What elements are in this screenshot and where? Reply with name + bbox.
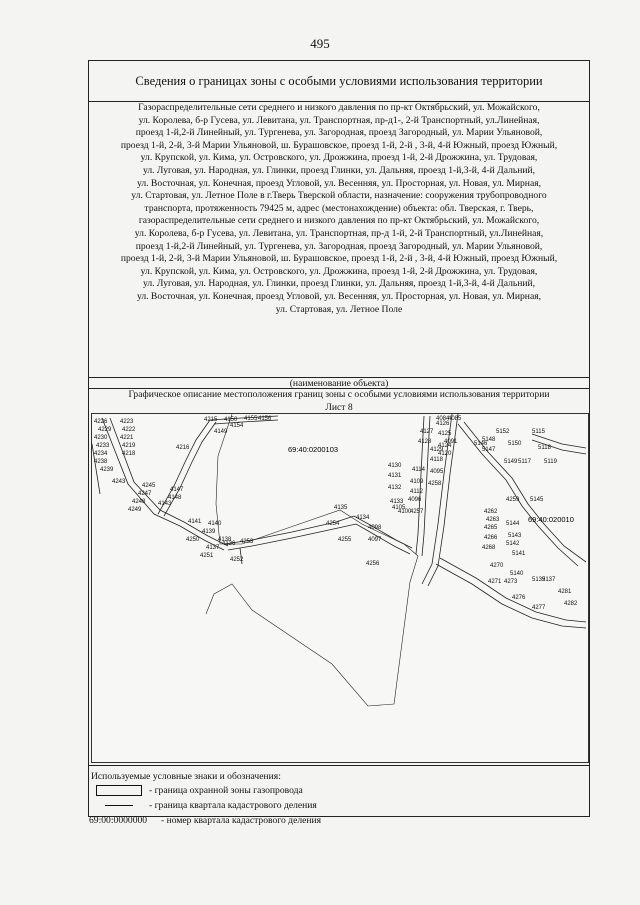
point-label: 4222 [122,427,136,433]
point-label: 4138 [218,537,232,543]
document-title: Сведения о границах зоны с особыми условиями использования территории [89,61,589,102]
point-label: 5139 [532,577,546,583]
point-label: 4273 [504,579,518,585]
legend-title: Используемые условные знаки и обозначения: [91,771,281,782]
point-label: 4095 [430,469,444,475]
description-line: ул. Луговая, ул. Народная, ул. Глинки, проезд Глинки, ул. Дальняя, проезд 1-й,3-й, 4-й Дальний, [142,164,536,176]
point-label: 4112 [410,489,423,495]
point-label: 5145 [530,497,544,503]
quarter-label: 69:40:0200103 [288,445,339,454]
point-label: 4137 [206,545,220,551]
point-label: 4219 [122,443,136,449]
map-drawing [92,414,588,762]
point-label: 5147 [482,447,496,453]
description-line: ул. Крупской, ул. Кима, ул. Островского, ул. Дрожжина, проезд 1-й, 2-й Дрожжина, ул. Трудовая, [140,152,538,164]
point-label: 4243 [112,479,126,485]
description-line: Газораспределительные сети среднего и низкого давления по пр-кт Октябрьский, ул. Можайского, [138,102,540,113]
description-line: газораспределительные сети среднего и низкого давления по пр-кт Октябрьский, ул. Можайского, [138,215,540,227]
graphic-description-title: Графическое описание местоположения границ зоны с особыми условиями использования территории [128,389,550,400]
point-label: 4248 [132,499,146,505]
point-label: 4132 [388,485,402,491]
point-label: 4131 [388,473,402,479]
point-label: 4268 [482,545,496,551]
point-label: 4096 [408,497,422,503]
point-label: 4091 [444,439,458,445]
point-label: 5118 [538,445,551,451]
point-label: 4234 [94,451,108,457]
point-label: 4147 [170,487,184,493]
point-label: 4118 [430,457,443,463]
point-label: 4097 [368,537,382,543]
point-label: 5137 [542,577,556,583]
point-label: 4226 [94,419,108,425]
description-line: ул. Восточная, ул. Конечная, проезд Угловой, ул. Весенняя, ул. Просторная, ул. Новая, ул. Мирная, [136,177,542,189]
point-label: 4271 [488,579,502,585]
point-label: 5146 [474,441,488,447]
point-label: 4124 [438,443,452,449]
point-label: 5149 [504,459,518,465]
point-label: 4277 [532,605,546,611]
point-label: 4105 [392,505,406,511]
legend-text: - граница охранной зоны газопровода [149,785,303,796]
quarter-number-sample: 69:00:0000000 [89,815,148,826]
point-label: 4238 [94,459,108,465]
point-label: 4239 [100,467,114,473]
point-label: 4084 [436,416,450,422]
object-name-caption: (наименование объекта) [89,377,589,389]
point-label: 5142 [506,541,520,547]
point-label: 4245 [142,483,156,489]
point-label: 5117 [518,459,531,465]
description-line: ул. Королева, б-р Гусева, ул. Левитана, ул. Транспортная, пр-д1-, 2-й Транспортный, ул.Линейная, [138,114,540,126]
point-label: 4255 [338,537,352,543]
point-label: 5140 [510,571,524,577]
point-label: 4127 [420,429,434,435]
point-label: 4098 [368,525,382,531]
point-label: 4136 [222,541,236,547]
point-label: 4218 [122,451,136,457]
point-label: 4281 [558,589,572,595]
legend [89,765,589,828]
point-label: 4134 [356,515,370,521]
quarter-boundary-symbol [105,805,133,806]
point-label: 4141 [188,519,202,525]
point-label: 4148 [168,495,182,501]
point-label: 4257 [410,509,424,515]
description-line: ул. Стартовая, ул. Летное Поле в г.Тверь Тверской области, назначение: сооружения трубопроводного [131,190,547,202]
point-label: 4139 [202,529,216,535]
info-frame [88,60,590,826]
point-label: 4114 [412,467,425,473]
point-label: 4221 [120,435,134,441]
point-label: 4263 [486,517,500,523]
point-label: 4258 [428,481,442,487]
point-label: 5150 [508,441,522,447]
point-label: 4149 [214,429,228,435]
description-line: ул. Восточная, ул. Конечная, проезд Угловой, ул. Весенняя, ул. Просторная, ул. Новая, ул. Мирная, [136,290,542,302]
point-label: 5141 [512,551,526,557]
description-line: ул. Луговая, ул. Народная, ул. Глинки, проезд Глинки, ул. Дальняя, проезд 1-й,3-й, 4-й Дальний, [142,278,536,290]
zone-boundary-symbol [96,785,142,796]
point-label: 4130 [388,463,402,469]
point-label: 5119 [544,459,557,465]
legend-item [89,813,589,828]
point-label: 4109 [410,479,424,485]
point-label: 4259 [506,497,520,503]
point-label: 4085 [448,416,462,422]
point-label: 4216 [176,445,190,451]
sheet-label: Лист 8 [325,402,353,413]
point-label: 4251 [200,553,214,559]
point-label: 4250 [186,537,200,543]
page-number: 495 [310,36,330,51]
description-line: ул. Стартовая, ул. Летное Поле [275,303,403,315]
legend-item [89,798,589,813]
point-label: 4223 [120,419,134,425]
point-label: 5143 [508,533,522,539]
point-label: 4120 [438,451,452,457]
quarter-label: 69:40:020010 [528,515,574,524]
point-label: 5144 [506,521,520,527]
point-label: 5148 [482,437,496,443]
point-label: 4254 [326,521,340,527]
point-label: 5115 [532,429,545,435]
point-label: 4256 [366,561,380,567]
description-line: транспорта, протяженность 79425 м, адрес (местонахождение) объекта: обл. Тверская, г. Тверь, [144,202,534,214]
object-description [89,101,589,377]
point-label: 4135 [334,505,348,511]
legend-text: - граница квартала кадастрового деления [149,800,317,811]
point-label: 4128 [418,439,432,445]
point-label: 5152 [496,429,510,435]
point-label: 4129 [430,447,444,453]
point-label: 4265 [484,525,498,531]
description-line: проезд 1-й, 2-й, 3-й Марии Ульяновой, ш. Бурашовское, проезд 1-й, 2-й , 3-й, 4-й Южный, проезд Южный, [120,139,558,151]
point-label: 4229 [98,427,112,433]
point-label: 4247 [138,491,152,497]
description-line: ул. Королева, б-р Гусева, ул. Левитана, ул. Транспортная, пр-д 1-й, 2-й Транспортный, ул.Линейная, [134,227,544,239]
point-label: 4252 [230,557,244,563]
point-label: 4233 [96,443,110,449]
description-line: проезд 1-й,2-й Линейный, ул. Тургенева, ул. Загородная, проезд Загородный, ул. Марии Ульяновой, [135,127,543,139]
point-label: 4155 [244,416,258,422]
point-label: 4156 [258,416,272,422]
point-label: 4215 [204,417,218,423]
point-label: 4126 [436,421,450,427]
point-label: 4125 [438,431,452,437]
description-line: ул. Крупской, ул. Кима, ул. Островского, ул. Дрожжина, проезд 1-й, 2-й Дрожжина, ул. Трудовая, [140,265,538,277]
point-label: 4253 [240,539,254,545]
point-label: 4150 [224,417,238,423]
point-label: 4262 [484,509,498,515]
point-label: 4276 [512,595,526,601]
point-label: 4133 [390,499,404,505]
point-label: 4143 [158,501,172,507]
point-label: 4270 [490,563,504,569]
point-label: 4154 [230,423,244,429]
point-label: 4140 [208,521,222,527]
legend-item [89,783,589,798]
point-label: 4282 [564,601,578,607]
description-line: проезд 1-й,2-й Линейный, ул. Тургенева, ул. Загородная, проезд Загородный, ул. Марии Ульяновой, [135,240,543,252]
point-label: 4266 [484,535,498,541]
cadastral-map [91,413,589,763]
point-label: 4230 [94,435,108,441]
description-line: проезд 1-й, 2-й, 3-й Марии Ульяновой, ш. Бурашовское, проезд 1-й, 2-й , 3-й, 4-й Южный, проезд Южный, [120,253,558,265]
point-label: 4249 [128,507,142,513]
point-label: 4100 [398,509,412,515]
legend-text: - номер квартала кадастрового деления [161,815,322,826]
